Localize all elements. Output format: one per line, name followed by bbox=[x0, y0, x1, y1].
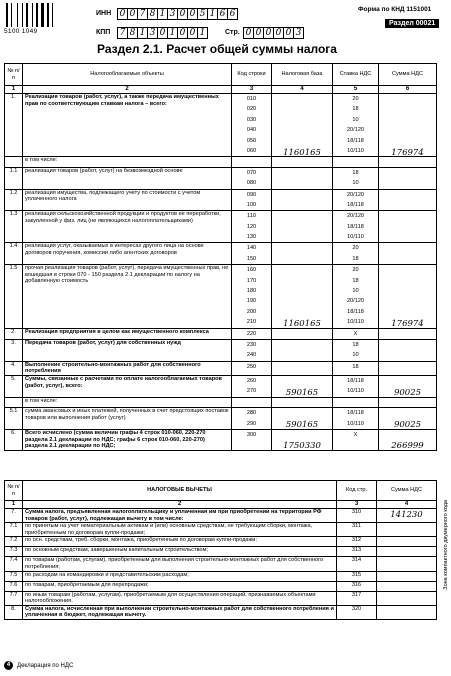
inn-digit: 0 bbox=[177, 8, 188, 20]
table-row bbox=[5, 581, 437, 591]
vat-sum-value bbox=[377, 547, 437, 557]
vat-rate: 20/120 bbox=[346, 298, 365, 305]
tax-base-value bbox=[272, 211, 333, 243]
line-code: 140 bbox=[246, 245, 257, 252]
vat-rate: X bbox=[353, 431, 358, 438]
row-description: Выполнение строительно-монтажных работ для собственного потребления bbox=[23, 361, 232, 375]
row-rates bbox=[333, 408, 379, 430]
line-code: 240 bbox=[246, 352, 257, 359]
table-row bbox=[5, 328, 437, 339]
table-row bbox=[5, 408, 437, 430]
table-row bbox=[5, 361, 437, 375]
row-description: реализация товаров (работ, услуг) на безвозмездной основе bbox=[23, 167, 232, 189]
vat-sum-value: 90025 bbox=[379, 408, 437, 430]
line-code: 010 bbox=[246, 96, 257, 102]
line-code: 260 bbox=[246, 377, 257, 384]
inn-label: ИНН bbox=[96, 10, 112, 17]
barcode-graphic bbox=[6, 3, 56, 27]
page-digit: 0 bbox=[253, 27, 264, 39]
vat-sum-value bbox=[377, 537, 437, 547]
table-row bbox=[5, 605, 437, 619]
table-row bbox=[5, 189, 437, 211]
row-codes bbox=[232, 375, 272, 397]
line-code: 070 bbox=[246, 169, 257, 176]
vat-rate: 18/118 bbox=[347, 410, 364, 417]
vat-rate: 18 bbox=[352, 277, 359, 284]
footer-text: Декларация по НДС bbox=[17, 662, 74, 669]
table-row bbox=[5, 537, 437, 547]
barcode-number: 5100 1049 bbox=[4, 28, 38, 35]
inn-digit: 7 bbox=[137, 8, 148, 20]
vat-rate: 10/110 bbox=[347, 147, 364, 154]
row-number: 7.5 bbox=[5, 571, 23, 581]
row-codes bbox=[232, 157, 272, 167]
row-description: реализация услуг, оказываемых в интересах другого лица на основе договоров поручения, комиссии либо агентских договоров bbox=[23, 243, 232, 265]
vat-rate: 20 bbox=[352, 267, 359, 274]
table-row bbox=[5, 397, 437, 407]
vat-sum-value bbox=[379, 361, 437, 375]
table-row bbox=[5, 571, 437, 581]
vat-rate: 18 bbox=[352, 106, 359, 113]
vat-sum-value bbox=[377, 591, 437, 605]
tax-base-value: 1160165 bbox=[272, 265, 333, 328]
row-number: 8. bbox=[5, 605, 23, 619]
inn-digit: 6 bbox=[227, 8, 238, 20]
line-code: 310 bbox=[337, 509, 377, 523]
inn-digit: 3 bbox=[167, 8, 178, 20]
row-codes bbox=[232, 408, 272, 430]
row-description: реализация сельскохозяйственной продукции и продуктов ее переработки, закупленной у физ. лиц (не являющихся налогоплательщиками) bbox=[23, 211, 232, 243]
line-code: 312 bbox=[337, 537, 377, 547]
kpp-digit: 1 bbox=[167, 27, 178, 39]
deduction-description: Сумма налога, предъявленная налогоплательщику и уплаченная им при приобретении на территории РФ товаров (работ, услуг), подлежащая вычету в том числе: bbox=[23, 509, 337, 523]
vat-sum-value bbox=[379, 167, 437, 189]
row-number: 1.3 bbox=[5, 211, 23, 243]
line-code: 190 bbox=[246, 298, 257, 305]
vat-sum-value bbox=[377, 605, 437, 619]
row-codes bbox=[232, 211, 272, 243]
page-label: Стр. bbox=[225, 29, 240, 36]
line-code: 220 bbox=[246, 330, 257, 337]
line-code: 311 bbox=[337, 523, 377, 537]
col-header-code: Код строки bbox=[232, 64, 272, 86]
row-rates bbox=[333, 375, 379, 397]
row-codes bbox=[232, 265, 272, 328]
page-digit: 0 bbox=[273, 27, 284, 39]
inn-digit: 1 bbox=[207, 8, 218, 20]
col-number: 4 bbox=[377, 501, 437, 509]
page-number: 4 bbox=[4, 661, 13, 670]
row-description: Реализация предприятия в целом как имущественного комплекса bbox=[23, 328, 232, 339]
vat-rate: 10 bbox=[352, 116, 359, 123]
page-footer bbox=[4, 661, 73, 670]
col-header-deductions: НАЛОГОВЫЕ ВЫЧЕТЫ bbox=[23, 481, 337, 501]
row-number bbox=[5, 157, 23, 167]
row-number: 7.3 bbox=[5, 547, 23, 557]
row-number: 1.5 bbox=[5, 265, 23, 328]
deduction-description: по основным средствам, завершенным капитальным строительством; bbox=[23, 547, 337, 557]
row-codes bbox=[232, 328, 272, 339]
row-description: в том числе: bbox=[23, 157, 232, 167]
table-row bbox=[5, 429, 437, 450]
inn-digit: 1 bbox=[157, 8, 168, 20]
col-header-code: Код стр. bbox=[337, 481, 377, 501]
row-number: 7.2 bbox=[5, 537, 23, 547]
form-code: Форма по КНД 1151001 bbox=[358, 6, 432, 13]
vat-sum-value bbox=[379, 211, 437, 243]
kpp-cells bbox=[117, 27, 207, 39]
row-rates bbox=[333, 211, 379, 243]
line-code: 040 bbox=[246, 127, 257, 134]
row-number: 7.1 bbox=[5, 523, 23, 537]
line-code: 300 bbox=[246, 431, 257, 438]
line-code: 090 bbox=[246, 191, 257, 198]
line-code: 160 bbox=[246, 267, 257, 274]
col-number: 3 bbox=[232, 86, 272, 94]
row-description: прочая реализация товаров (работ, услуг), передача имущественных прав, не вошедшая в строки 070 - 150 раздела 2.1 декларации по налогу на добавленную стоимость bbox=[23, 265, 232, 328]
table-row bbox=[5, 547, 437, 557]
deduction-description: по принятым на учет нематериальным активам и (или) основным средствам, не требующим сборки, монтажа, приобретенным по договорам купли-продажи; bbox=[23, 523, 337, 537]
vat-rate: 20 bbox=[352, 245, 359, 252]
tax-base-value bbox=[272, 397, 333, 407]
col-header-sum: Сумма НДС bbox=[377, 481, 437, 501]
tax-base-value bbox=[272, 243, 333, 265]
kpp-digit: 0 bbox=[177, 27, 188, 39]
col-number: 6 bbox=[379, 86, 437, 94]
vat-rate: 18/118 bbox=[347, 201, 364, 208]
table-row bbox=[5, 265, 437, 328]
row-description: реализация имущества, подлежащего учету по стоимости с учетом уплаченного налога bbox=[23, 189, 232, 211]
col-header-num: № п/п bbox=[5, 481, 23, 501]
deduction-description: по осн. средствам, треб. сборки, монтажа, приобретенным по договорам купли-продажи; bbox=[23, 537, 337, 547]
row-description: Суммы, связанные с расчетами по оплате налогооблагаемых товаров (работ, услуг), всего: bbox=[23, 375, 232, 397]
row-description: Передача товаров (работ, услуг) для собственных нужд bbox=[23, 339, 232, 361]
row-rates bbox=[333, 167, 379, 189]
row-number: 1. bbox=[5, 94, 23, 157]
row-number: 3. bbox=[5, 339, 23, 361]
page-digit: 3 bbox=[293, 27, 304, 39]
vat-rate: 18/118 bbox=[347, 137, 364, 144]
vat-rate: 20/120 bbox=[346, 213, 365, 220]
row-rates bbox=[333, 243, 379, 265]
row-rates bbox=[333, 429, 379, 450]
line-code: 100 bbox=[246, 201, 257, 208]
line-code: 315 bbox=[337, 571, 377, 581]
vat-rate: 10/110 bbox=[347, 420, 364, 427]
kpp-digit: 3 bbox=[147, 27, 158, 39]
line-code: 316 bbox=[337, 581, 377, 591]
vat-sum-value bbox=[377, 557, 437, 571]
line-code: 060 bbox=[246, 147, 257, 154]
table-row bbox=[5, 557, 437, 571]
deduction-description: по расходам на командировки и представительским расходам; bbox=[23, 571, 337, 581]
line-code: 313 bbox=[337, 547, 377, 557]
vat-sum-value bbox=[379, 328, 437, 339]
page-title: Раздел 2.1. Расчет общей суммы налога bbox=[97, 42, 337, 56]
line-code: 317 bbox=[337, 591, 377, 605]
col-number: 4 bbox=[272, 86, 333, 94]
row-description: сумма авансовых и иных платежей, полученных в счет предстоящих поставок товаров или выполнения работ (услуг) bbox=[23, 408, 232, 430]
vat-sum-value: 90025 bbox=[379, 375, 437, 397]
col-number: 2 bbox=[23, 501, 337, 509]
row-number: 6. bbox=[5, 429, 23, 450]
inn-digit: 5 bbox=[197, 8, 208, 20]
vat-sum-value bbox=[377, 523, 437, 537]
row-rates bbox=[333, 397, 379, 407]
tax-base-value: 590165 bbox=[272, 408, 333, 430]
line-code: 210 bbox=[246, 319, 257, 326]
vat-rate: 10 bbox=[352, 288, 359, 295]
row-codes bbox=[232, 361, 272, 375]
col-header-rate: Ставка НДС bbox=[333, 64, 379, 86]
table-row bbox=[5, 94, 437, 157]
row-number: 1.2 bbox=[5, 189, 23, 211]
tax-base-value: 590165 bbox=[272, 375, 333, 397]
line-code: 250 bbox=[246, 363, 257, 370]
line-code: 050 bbox=[246, 137, 257, 144]
tax-base-value bbox=[272, 189, 333, 211]
tax-calculation-table bbox=[4, 63, 437, 451]
row-number: 2. bbox=[5, 328, 23, 339]
vat-rate: 10/110 bbox=[347, 388, 364, 395]
row-rates bbox=[333, 328, 379, 339]
tax-base-value: 1160165 bbox=[272, 94, 333, 157]
deduction-description: по товарам, приобретаемым для перепродажи; bbox=[23, 581, 337, 591]
line-code: 170 bbox=[246, 277, 257, 284]
tax-base-value bbox=[272, 328, 333, 339]
row-description: Реализация товаров (работ, услуг), а также передача имущественных прав по соответствующим ставкам налога – всего: bbox=[23, 94, 232, 157]
col-header-num: № п/п bbox=[5, 64, 23, 86]
col-number: 1 bbox=[5, 501, 23, 509]
row-rates bbox=[333, 157, 379, 167]
col-number: 3 bbox=[337, 501, 377, 509]
inn-cells bbox=[117, 8, 237, 20]
vat-rate: 18/118 bbox=[347, 223, 364, 230]
col-number: 1 bbox=[5, 86, 23, 94]
row-codes bbox=[232, 189, 272, 211]
row-codes bbox=[232, 397, 272, 407]
table-row bbox=[5, 591, 437, 605]
vat-rate: 10 bbox=[352, 352, 359, 359]
vat-rate: 18/118 bbox=[347, 377, 364, 384]
kpp-digit: 1 bbox=[137, 27, 148, 39]
table-row bbox=[5, 243, 437, 265]
vat-rate: 18 bbox=[352, 169, 359, 176]
deduction-description: по товарам (работам, услугам), приобретенным для выполнения строительно-монтажных работ для собственного потребления; bbox=[23, 557, 337, 571]
vat-rate: X bbox=[353, 330, 358, 337]
inn-digit: 6 bbox=[217, 8, 228, 20]
line-code: 320 bbox=[337, 605, 377, 619]
inn-digit: 0 bbox=[187, 8, 198, 20]
vat-rate: 10/110 bbox=[347, 319, 364, 326]
row-rates bbox=[333, 361, 379, 375]
vat-sum-value bbox=[379, 339, 437, 361]
inn-digit: 0 bbox=[127, 8, 138, 20]
row-codes bbox=[232, 94, 272, 157]
kpp-digit: 0 bbox=[157, 27, 168, 39]
kpp-label: КПП bbox=[96, 29, 111, 36]
row-number: 7.6 bbox=[5, 581, 23, 591]
vat-sum-value bbox=[377, 571, 437, 581]
line-code: 150 bbox=[246, 255, 257, 262]
line-code: 200 bbox=[246, 308, 257, 315]
line-code: 110 bbox=[247, 213, 256, 220]
table-row bbox=[5, 167, 437, 189]
row-codes bbox=[232, 243, 272, 265]
vat-rate: 20/120 bbox=[346, 191, 365, 198]
vat-rate: 20/120 bbox=[346, 127, 365, 134]
row-number: 5.1 bbox=[5, 408, 23, 430]
row-number: 5. bbox=[5, 375, 23, 397]
vat-sum-value bbox=[379, 397, 437, 407]
page-digit: 0 bbox=[263, 27, 274, 39]
vat-rate: 18/118 bbox=[347, 308, 364, 315]
tax-deductions-table bbox=[4, 480, 437, 620]
line-code: 290 bbox=[246, 420, 257, 427]
page-cells bbox=[243, 27, 303, 39]
vat-rate: 18 bbox=[352, 341, 359, 348]
row-number: 1.1 bbox=[5, 167, 23, 189]
vat-sum-value: 176974 bbox=[379, 94, 437, 157]
line-code: 080 bbox=[246, 180, 257, 187]
tax-base-value bbox=[272, 339, 333, 361]
vat-sum-value bbox=[379, 189, 437, 211]
tax-base-value: 1750330 bbox=[272, 429, 333, 450]
row-rates bbox=[333, 265, 379, 328]
side-note: Зона компактного двумерного кода bbox=[443, 500, 449, 590]
tax-base-value bbox=[272, 167, 333, 189]
kpp-digit: 0 bbox=[187, 27, 198, 39]
table-row bbox=[5, 375, 437, 397]
row-codes bbox=[232, 429, 272, 450]
vat-sum-value bbox=[377, 581, 437, 591]
table-row bbox=[5, 523, 437, 537]
kpp-digit: 7 bbox=[117, 27, 128, 39]
line-code: 280 bbox=[246, 410, 257, 417]
vat-sum-value: 141230 bbox=[377, 509, 437, 523]
col-header-objects: Налогооблагаемые объекты bbox=[23, 64, 232, 86]
vat-rate: 18 bbox=[352, 363, 359, 370]
vat-rate: 18 bbox=[352, 255, 359, 262]
tax-base-value bbox=[272, 157, 333, 167]
table-row bbox=[5, 339, 437, 361]
page-digit: 0 bbox=[243, 27, 254, 39]
vat-rate: 10 bbox=[352, 180, 359, 187]
line-code: 314 bbox=[337, 557, 377, 571]
row-codes bbox=[232, 339, 272, 361]
col-number: 2 bbox=[23, 86, 232, 94]
row-number: 1.4 bbox=[5, 243, 23, 265]
vat-sum-value bbox=[379, 243, 437, 265]
vat-sum-value bbox=[379, 157, 437, 167]
line-code: 120 bbox=[246, 223, 257, 230]
row-number: 7.7 bbox=[5, 591, 23, 605]
section-code: Раздел 00021 bbox=[385, 19, 439, 28]
vat-rate: 10/110 bbox=[347, 234, 364, 241]
row-rates bbox=[333, 94, 379, 157]
row-codes bbox=[232, 167, 272, 189]
row-number: 4. bbox=[5, 361, 23, 375]
row-number: 7.4 bbox=[5, 557, 23, 571]
vat-rate: 20 bbox=[352, 96, 359, 102]
inn-digit: 0 bbox=[117, 8, 128, 20]
row-rates bbox=[333, 189, 379, 211]
kpp-digit: 8 bbox=[127, 27, 138, 39]
deduction-description: Сумма налога, исчисленная при выполнении строительно-монтажных работ для собственного потребления и уплаченная в бюджет, подлежащая вычету. bbox=[23, 605, 337, 619]
col-header-sum: Сумма НДС bbox=[379, 64, 437, 86]
col-header-base: Налоговая база bbox=[272, 64, 333, 86]
line-code: 030 bbox=[246, 116, 257, 123]
table-row bbox=[5, 157, 437, 167]
row-number bbox=[5, 397, 23, 407]
col-number: 5 bbox=[333, 86, 379, 94]
table-row bbox=[5, 509, 437, 523]
table-row bbox=[5, 211, 437, 243]
vat-sum-value: 266999 bbox=[379, 429, 437, 450]
line-code: 270 bbox=[246, 388, 257, 395]
line-code: 180 bbox=[246, 288, 257, 295]
line-code: 020 bbox=[246, 106, 257, 113]
row-description: Всего исчислено (сумма величин графы 4 строк 010-060, 220-270 раздела 2.1 декларации по НДС; графы 6 строк 010-060, 220-270) раздела 2.1 декларации по НДС; bbox=[23, 429, 232, 450]
line-code: 130 bbox=[246, 234, 257, 241]
tax-base-value bbox=[272, 361, 333, 375]
row-rates bbox=[333, 339, 379, 361]
inn-digit: 8 bbox=[147, 8, 158, 20]
page-digit: 0 bbox=[283, 27, 294, 39]
kpp-digit: 1 bbox=[197, 27, 208, 39]
vat-sum-value: 176974 bbox=[379, 265, 437, 328]
row-number: 7. bbox=[5, 509, 23, 523]
line-code: 230 bbox=[246, 341, 257, 348]
deduction-description: по иным товарам (работам, услугам), приобретаемым для осуществления операций, признаваемых объектами налогообложения. bbox=[23, 591, 337, 605]
row-description: в том числе: bbox=[23, 397, 232, 407]
